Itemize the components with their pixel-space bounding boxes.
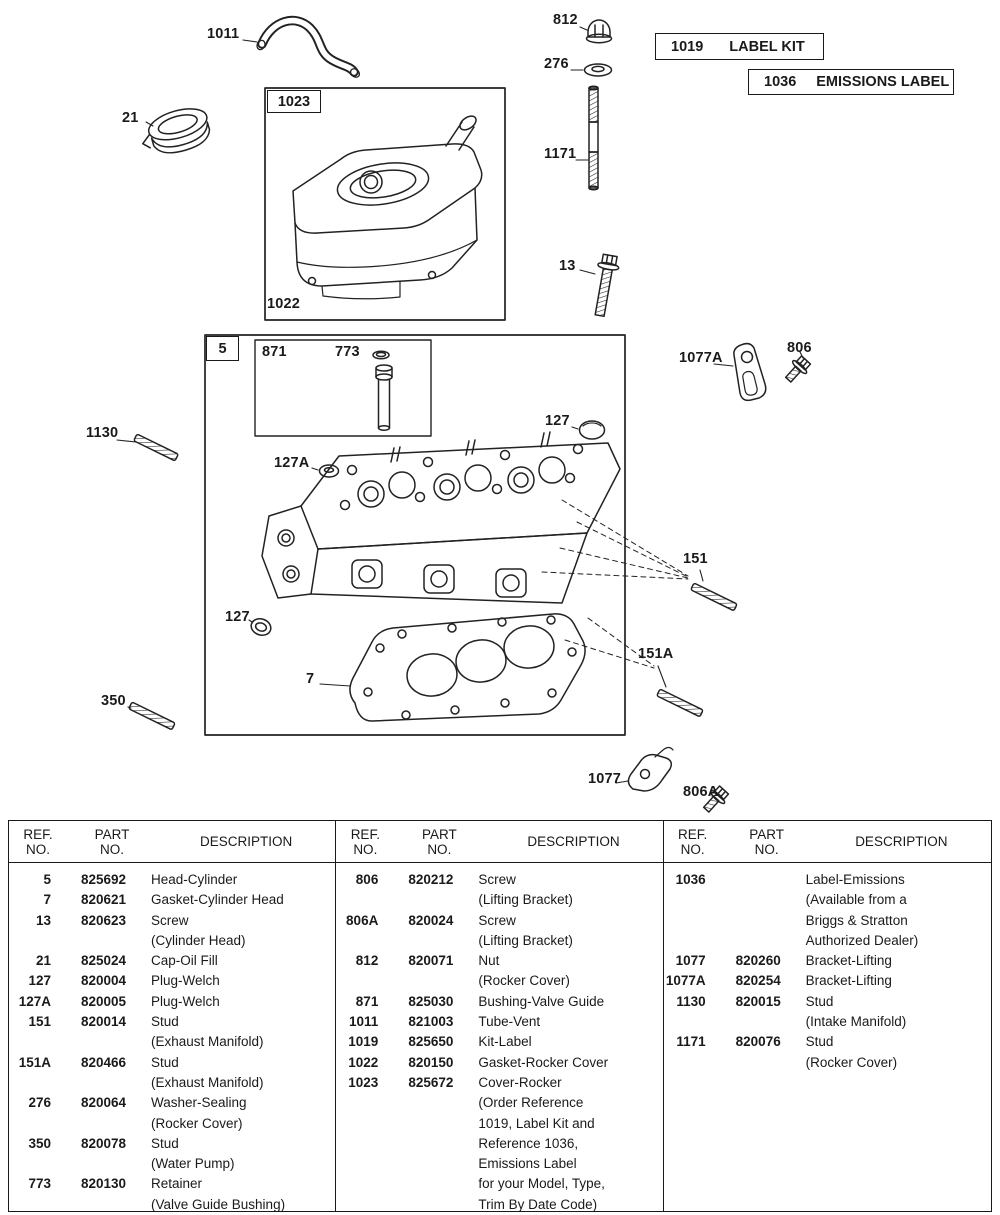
ref-no-cell — [664, 911, 706, 931]
callout-5-box: 5 — [206, 336, 239, 361]
table-row — [9, 911, 335, 931]
description-cell: Kit-Label — [478, 1034, 532, 1050]
description-cell: Bracket-Lifting — [805, 973, 892, 989]
description-cell: 1019, Label Kit and — [478, 1115, 595, 1131]
rocker-cover-1023-drawing — [293, 113, 482, 298]
table-row — [9, 971, 335, 991]
part-no-cell: 820078 — [81, 1135, 127, 1151]
callout-806A: 806A — [683, 784, 719, 800]
ref-no-cell — [9, 1195, 51, 1215]
part-no-cell: 820150 — [408, 1054, 454, 1070]
description-cell: for your Model, Type, — [478, 1176, 605, 1192]
ref-no-cell: 151 — [28, 1014, 51, 1030]
description-cell: Screw — [151, 912, 189, 928]
part-no-cell: 820015 — [735, 993, 781, 1009]
cylinder-head-drawing — [262, 432, 620, 603]
ref-no-cell: 21 — [35, 953, 51, 969]
ref-no-cell — [336, 1195, 378, 1215]
table-row — [664, 870, 991, 890]
lifting-bracket-1077A-drawing — [734, 344, 766, 401]
part-no-cell: 820076 — [735, 1034, 781, 1050]
description-cell: (Valve Guide Bushing) — [151, 1196, 286, 1212]
table-row — [336, 911, 662, 931]
table-row — [664, 951, 991, 971]
ref-no-cell: 1077 — [675, 953, 706, 969]
table-row — [336, 1032, 662, 1052]
callout-812: 812 — [553, 12, 578, 28]
part-no-cell — [81, 1154, 143, 1174]
parts-table — [8, 820, 992, 1212]
part-no-cell: 820623 — [81, 912, 127, 928]
part-no-cell: 821003 — [408, 1014, 454, 1030]
description-cell: (Rocker Cover) — [151, 1115, 243, 1131]
description-cell: Stud — [805, 993, 834, 1009]
description-cell: (Rocker Cover) — [805, 1054, 898, 1070]
table-row — [336, 971, 662, 991]
description-cell: Briggs & Stratton — [805, 912, 908, 928]
parts-table-column-3 — [664, 821, 991, 1211]
stud-1171-drawing — [589, 86, 598, 190]
label-kit-text: LABEL KIT — [729, 38, 805, 55]
part-no-cell: 820621 — [81, 892, 127, 908]
header-description: DESCRIPTION — [527, 834, 620, 849]
stud-151-drawing — [691, 583, 737, 611]
table-row — [664, 911, 991, 931]
part-no-cell: 820014 — [81, 1014, 127, 1030]
part-no-cell: 820254 — [735, 973, 781, 989]
ref-no-cell: 1011 — [349, 1014, 379, 1030]
part-no-cell — [736, 931, 798, 951]
ref-no-cell: 350 — [28, 1135, 51, 1151]
table-row — [336, 951, 662, 971]
part-no-cell — [736, 911, 798, 931]
part-no-cell — [408, 931, 470, 951]
table-row — [9, 1154, 335, 1174]
ref-no-cell — [664, 890, 706, 910]
description-cell: (Lifting Bracket) — [478, 892, 573, 908]
part-no-cell: 825672 — [408, 1074, 454, 1090]
callout-871: 871 — [262, 344, 287, 360]
part-no-cell: 820130 — [81, 1176, 127, 1192]
ref-no-cell — [336, 1134, 378, 1154]
stud-350-drawing — [129, 702, 175, 730]
part-no-cell — [408, 1195, 470, 1215]
ref-no-cell: 127 — [28, 973, 51, 989]
welch-plug-127-lower-drawing — [249, 616, 273, 637]
table-row — [336, 1174, 662, 1194]
table-row — [9, 1032, 335, 1052]
dashed-leader-lines — [542, 500, 688, 668]
table-row — [664, 1032, 991, 1052]
description-cell: (Exhaust Manifold) — [151, 1074, 264, 1090]
ref-no-cell: 1023 — [348, 1074, 379, 1090]
ref-no-cell — [336, 890, 378, 910]
description-cell: Nut — [478, 953, 500, 969]
ref-no-cell — [336, 1093, 378, 1113]
table-header — [664, 821, 991, 863]
ref-no-cell: 13 — [35, 912, 51, 928]
table-row — [664, 890, 991, 910]
description-cell: Trim By Date Code) — [478, 1196, 598, 1212]
bushing-871-drawing — [376, 365, 392, 430]
description-cell: (Order Reference — [478, 1095, 584, 1111]
table-row — [336, 1053, 662, 1073]
stud-151A-drawing — [657, 689, 703, 717]
part-no-cell: 820212 — [408, 872, 454, 887]
part-no-cell: 820260 — [735, 953, 781, 969]
ref-no-cell — [9, 1073, 51, 1093]
callout-127-lower: 127 — [225, 609, 250, 625]
ref-no-cell — [9, 1114, 51, 1134]
table-row — [9, 1012, 335, 1032]
callout-773: 773 — [335, 344, 360, 360]
part-no-cell — [81, 1032, 143, 1052]
emissions-text: EMISSIONS LABEL — [816, 74, 950, 90]
vent-tube-1011-drawing — [256, 21, 362, 79]
emissions-label-box — [748, 69, 954, 95]
ref-no-cell — [336, 931, 378, 951]
callout-7: 7 — [306, 671, 315, 687]
callout-127-upper: 127 — [545, 413, 570, 429]
ref-no-cell — [9, 1154, 51, 1174]
stud-1130-drawing — [134, 434, 179, 461]
part-no-cell: 825024 — [81, 953, 127, 969]
callout-leader-lines — [117, 27, 803, 796]
table-row — [336, 992, 662, 1012]
table-row — [9, 1195, 335, 1215]
part-no-cell: 820071 — [408, 953, 454, 969]
ref-no-cell: 151A — [18, 1054, 51, 1070]
description-cell: Stud — [151, 1014, 179, 1030]
description-cell: (Exhaust Manifold) — [151, 1034, 264, 1050]
part-no-cell — [736, 1012, 798, 1032]
callout-1130: 1130 — [86, 425, 119, 441]
description-cell: Reference 1036, — [478, 1135, 579, 1151]
description-cell: Washer-Sealing — [151, 1095, 247, 1111]
parts-table-column-1 — [9, 821, 336, 1211]
ref-no-cell: 812 — [355, 953, 379, 969]
description-cell: (Lifting Bracket) — [478, 932, 573, 948]
ref-no-cell: 806 — [355, 872, 379, 887]
label-kit-box — [655, 33, 824, 60]
ref-no-cell: 806A — [346, 912, 379, 928]
description-cell: Authorized Dealer) — [805, 932, 919, 948]
description-cell: Cover-Rocker — [478, 1074, 562, 1090]
table-row — [664, 992, 991, 1012]
part-no-cell: 820005 — [81, 993, 127, 1009]
table-row — [9, 1073, 335, 1093]
table-row — [336, 931, 662, 951]
part-no-cell — [408, 1093, 470, 1113]
oil-cap-21-drawing — [137, 103, 214, 161]
table-row — [9, 890, 335, 910]
ref-no-cell — [336, 1154, 378, 1174]
callout-1023-box: 1023 — [267, 90, 321, 113]
parts-table-column-2 — [336, 821, 663, 1211]
description-cell: Bushing-Valve Guide — [478, 993, 605, 1009]
table-row — [664, 1053, 991, 1073]
description-cell: (Available from a — [805, 892, 907, 908]
acorn-nut-812-drawing — [587, 20, 612, 43]
table-row — [336, 870, 662, 890]
description-cell: Gasket-Cylinder Head — [151, 892, 284, 908]
callout-350: 350 — [101, 693, 126, 709]
callout-127A: 127A — [274, 455, 310, 471]
part-no-cell — [408, 1114, 470, 1134]
callout-1022: 1022 — [267, 296, 301, 312]
table-row — [664, 971, 991, 991]
callout-276: 276 — [544, 56, 569, 72]
header-description: DESCRIPTION — [855, 834, 948, 849]
description-cell: Screw — [478, 872, 516, 887]
description-cell: Stud — [151, 1054, 179, 1070]
table-row — [9, 870, 335, 890]
part-no-cell: 820024 — [408, 912, 454, 928]
table-row — [336, 1114, 662, 1134]
description-cell: Label-Emissions — [805, 872, 905, 887]
table-header — [336, 821, 662, 863]
ref-no-cell: 1022 — [348, 1054, 379, 1070]
table-body — [9, 863, 335, 1215]
ref-no-cell: 1077A — [665, 973, 706, 989]
table-body — [336, 863, 662, 1215]
part-no-cell — [81, 1073, 143, 1093]
description-cell: Tube-Vent — [478, 1014, 541, 1030]
table-row — [9, 1114, 335, 1134]
head-gasket-7-drawing — [350, 614, 585, 721]
header-part-no: PART NO. — [421, 826, 457, 857]
table-header — [9, 821, 335, 863]
label-kit-ref: 1019 — [671, 38, 704, 55]
description-cell: (Water Pump) — [151, 1156, 235, 1172]
part-no-cell — [81, 1195, 143, 1215]
part-no-cell: 820004 — [81, 973, 127, 989]
part-no-cell — [408, 971, 470, 991]
ref-no-cell — [336, 971, 378, 991]
part-no-cell — [81, 1114, 143, 1134]
table-body — [664, 863, 991, 1073]
table-row — [664, 1012, 991, 1032]
part-no-cell — [408, 1134, 470, 1154]
emissions-ref: 1036 — [764, 74, 797, 90]
description-cell: (Cylinder Head) — [151, 932, 246, 948]
header-description: DESCRIPTION — [200, 834, 293, 849]
callout-1011: 1011 — [207, 26, 240, 42]
ref-no-cell: 276 — [28, 1095, 51, 1111]
ref-no-cell — [336, 1174, 378, 1194]
callout-13: 13 — [559, 258, 576, 274]
table-row — [336, 1073, 662, 1093]
ref-no-cell — [9, 1032, 51, 1052]
part-no-cell: 820466 — [81, 1054, 127, 1070]
ref-no-cell — [336, 1114, 378, 1134]
ref-no-cell: 1130 — [676, 993, 706, 1009]
description-cell: Stud — [151, 1135, 179, 1151]
lifting-bracket-1077-drawing — [628, 748, 673, 792]
callout-1171: 1171 — [544, 146, 577, 162]
description-cell: Bracket-Lifting — [805, 953, 892, 969]
ref-no-cell — [9, 931, 51, 951]
ref-no-cell: 7 — [43, 892, 51, 908]
callout-21: 21 — [122, 110, 139, 126]
table-row — [336, 890, 662, 910]
description-cell: (Rocker Cover) — [478, 973, 570, 989]
table-row — [336, 1195, 662, 1215]
table-row — [336, 1012, 662, 1032]
retainer-773-drawing — [373, 351, 389, 359]
callout-806: 806 — [787, 340, 812, 356]
table-row — [9, 1093, 335, 1113]
ref-no-cell: 1019 — [348, 1034, 379, 1050]
part-no-cell — [736, 870, 798, 890]
table-row — [664, 931, 991, 951]
description-cell: Screw — [478, 912, 516, 928]
header-ref-no: REF. NO. — [23, 826, 53, 857]
table-row — [9, 992, 335, 1012]
ref-no-cell: 5 — [43, 872, 51, 887]
part-no-cell — [408, 1174, 470, 1194]
header-part-no: PART NO. — [94, 826, 130, 857]
part-no-cell: 825650 — [408, 1034, 454, 1050]
part-no-cell: 825030 — [408, 993, 454, 1009]
table-row — [9, 931, 335, 951]
ref-no-cell — [664, 931, 706, 951]
part-no-cell — [81, 931, 143, 951]
screw-806-drawing — [782, 354, 813, 386]
description-cell: Head-Cylinder — [151, 872, 238, 887]
ref-no-cell — [664, 1053, 706, 1073]
ref-no-cell: 1036 — [675, 872, 706, 887]
washer-276-drawing — [585, 64, 612, 76]
description-cell: (Intake Manifold) — [805, 1014, 907, 1030]
callout-1077A: 1077A — [679, 350, 723, 366]
description-cell: Gasket-Rocker Cover — [478, 1054, 609, 1070]
part-no-cell — [736, 890, 798, 910]
part-no-cell — [408, 890, 470, 910]
description-cell: Plug-Welch — [151, 973, 220, 989]
callout-151: 151 — [683, 551, 708, 567]
table-row — [9, 1134, 335, 1154]
description-cell: Emissions Label — [478, 1156, 577, 1172]
ref-no-cell: 773 — [28, 1176, 51, 1192]
header-part-no: PART NO. — [749, 826, 785, 857]
table-row — [9, 1174, 335, 1194]
part-no-cell: 825692 — [81, 872, 127, 887]
description-cell: Stud — [805, 1034, 834, 1050]
description-cell: Plug-Welch — [151, 993, 220, 1009]
ref-no-cell: 127A — [18, 993, 51, 1009]
table-row — [336, 1134, 662, 1154]
callout-1077: 1077 — [588, 771, 622, 787]
table-row — [336, 1154, 662, 1174]
table-row — [336, 1093, 662, 1113]
callout-151A: 151A — [638, 646, 674, 662]
ref-no-cell: 1171 — [676, 1034, 706, 1050]
part-no-cell — [736, 1053, 798, 1073]
header-ref-no: REF. NO. — [350, 826, 380, 857]
description-cell: Cap-Oil Fill — [151, 953, 218, 969]
header-ref-no: REF. NO. — [678, 826, 708, 857]
part-no-cell — [408, 1154, 470, 1174]
part-no-cell: 820064 — [81, 1095, 127, 1111]
welch-plug-127A-drawing — [320, 465, 339, 477]
screw-13-drawing — [589, 254, 620, 318]
description-cell: Retainer — [151, 1176, 203, 1192]
welch-plug-127-upper-drawing — [580, 421, 605, 439]
ref-no-cell — [664, 1012, 706, 1032]
table-row — [9, 951, 335, 971]
ref-no-cell: 871 — [355, 993, 379, 1009]
table-row — [9, 1053, 335, 1073]
